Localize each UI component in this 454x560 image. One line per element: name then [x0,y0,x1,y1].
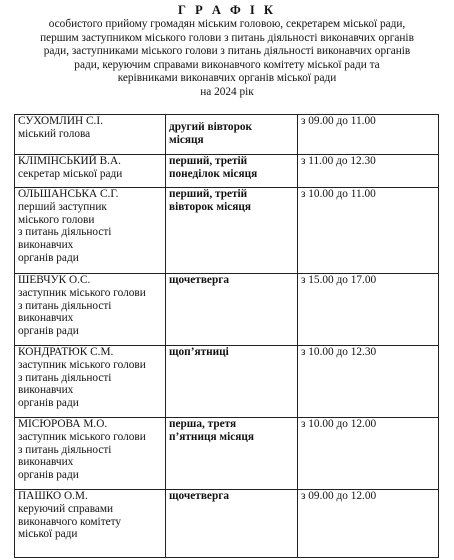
official-position-line: заступник міського голови [18,358,146,371]
document-header [0,0,454,100]
reception-day-cell [166,346,298,418]
schedule-row [15,155,439,188]
subtitle-line: керівниками виконавчих органів міської ради [117,72,337,85]
reception-day-cell [166,155,298,188]
official-cell [15,155,166,188]
reception-day-line: перший, третій [169,188,248,200]
reception-day-line: другий вівторок [169,121,253,133]
reception-day-line: вівторок місяця [169,200,251,213]
official-name: ПАШКО О.М. [18,490,88,502]
reception-day-cell [166,188,298,274]
reception-time-cell [298,490,439,558]
official-name: ШЕВЧУК О.С. [18,274,91,286]
official-position-line: виконавчих [18,384,74,397]
official-position-line: виконавчих [18,239,74,252]
official-position-line: з питань діяльності [18,226,112,239]
official-position-line: заступник міського голови [18,430,146,443]
reception-day-line: місяця [169,133,204,146]
reception-time: з 09.00 до 11.00 [301,115,376,127]
reception-day-line: щочетверга [169,490,230,502]
document-title: Г Р А Ф І К [178,3,276,17]
reception-day-line: щочетверга [169,274,230,286]
subtitle-line: ради, заступниками міського голови з питань діяльності виконавчих органів [43,45,411,58]
schedule-row [15,115,439,155]
official-position-line: виконавчого комітету [18,515,122,528]
official-position-line: міської ради [18,528,78,541]
official-position-line: органів ради [18,397,79,410]
subtitle-line: першим заступником міського голови з питань діяльності виконавчих органів [40,31,414,44]
reception-time-cell [298,274,439,346]
reception-day-line: перший, третій [169,155,248,167]
reception-time-cell [298,155,439,188]
official-cell [15,490,166,558]
reception-day-line: понеділок місяця [169,167,258,180]
official-position-line: з питань діяльності [18,443,112,456]
official-position-line: з питань діяльності [18,299,112,312]
official-position-line: секретар міської ради [18,167,123,180]
schedule-body [15,115,439,558]
official-name: ОЛЬШАНСЬКА С.Г. [18,188,119,200]
official-position-line: з питань діяльності [18,371,112,384]
official-cell [15,418,166,490]
schedule-row [15,188,439,274]
official-position-line: органів ради [18,325,79,338]
reception-time: з 10.00 до 12.00 [301,418,377,430]
official-position-line: виконавчих [18,312,74,325]
reception-time: з 09.00 до 12.00 [301,490,377,502]
reception-time: з 15.00 до 17.00 [301,274,377,286]
reception-day-line: п’ятниця місяця [169,430,254,443]
reception-time-cell [298,346,439,418]
reception-time: з 10.00 до 11.00 [301,188,376,200]
official-name: КОНДРАТЮК С.М. [18,346,114,358]
reception-time: з 10.00 до 12.30 [301,346,377,358]
official-position-line: міський голова [18,127,91,140]
official-position-line: перший заступник [18,200,107,213]
reception-time-cell [298,188,439,274]
schedule-row [15,490,439,558]
reception-time-cell [298,115,439,155]
reception-day-cell [166,418,298,490]
reception-day-cell [166,274,298,346]
official-position-line: заступник міського голови [18,286,146,299]
official-position-line: керуючий справами [18,502,114,515]
subtitle-line: особистого прийому громадян міським головою, секретарем міської ради, [48,18,406,30]
reception-day-cell [166,115,298,155]
official-position-line: міського голови [18,213,95,226]
schedule-table [14,114,439,558]
reception-time: з 11.00 до 12.30 [301,155,376,167]
reception-time-cell [298,418,439,490]
official-name: СУХОМЛИН С.І. [18,115,103,127]
official-position-line: органів ради [18,469,79,482]
official-name: КЛІМІНСЬКИЙ В.А. [18,155,121,167]
subtitle-line: ради, керуючим справами виконавчого комітету міської ради та [74,58,380,71]
official-cell [15,115,166,155]
schedule-row [15,274,439,346]
official-name: МІСЮРОВА М.О. [18,418,108,430]
official-cell [15,188,166,274]
official-cell [15,274,166,346]
reception-day-line: щоп’ятниці [169,346,229,358]
official-position-line: органів ради [18,251,79,264]
reception-day-line: перша, третя [169,418,237,430]
reception-day-cell [166,490,298,558]
year-line: на 2024 рік [200,85,254,98]
official-position-line: виконавчих [18,456,74,469]
official-cell [15,346,166,418]
schedule-row [15,346,439,418]
schedule-row [15,418,439,490]
